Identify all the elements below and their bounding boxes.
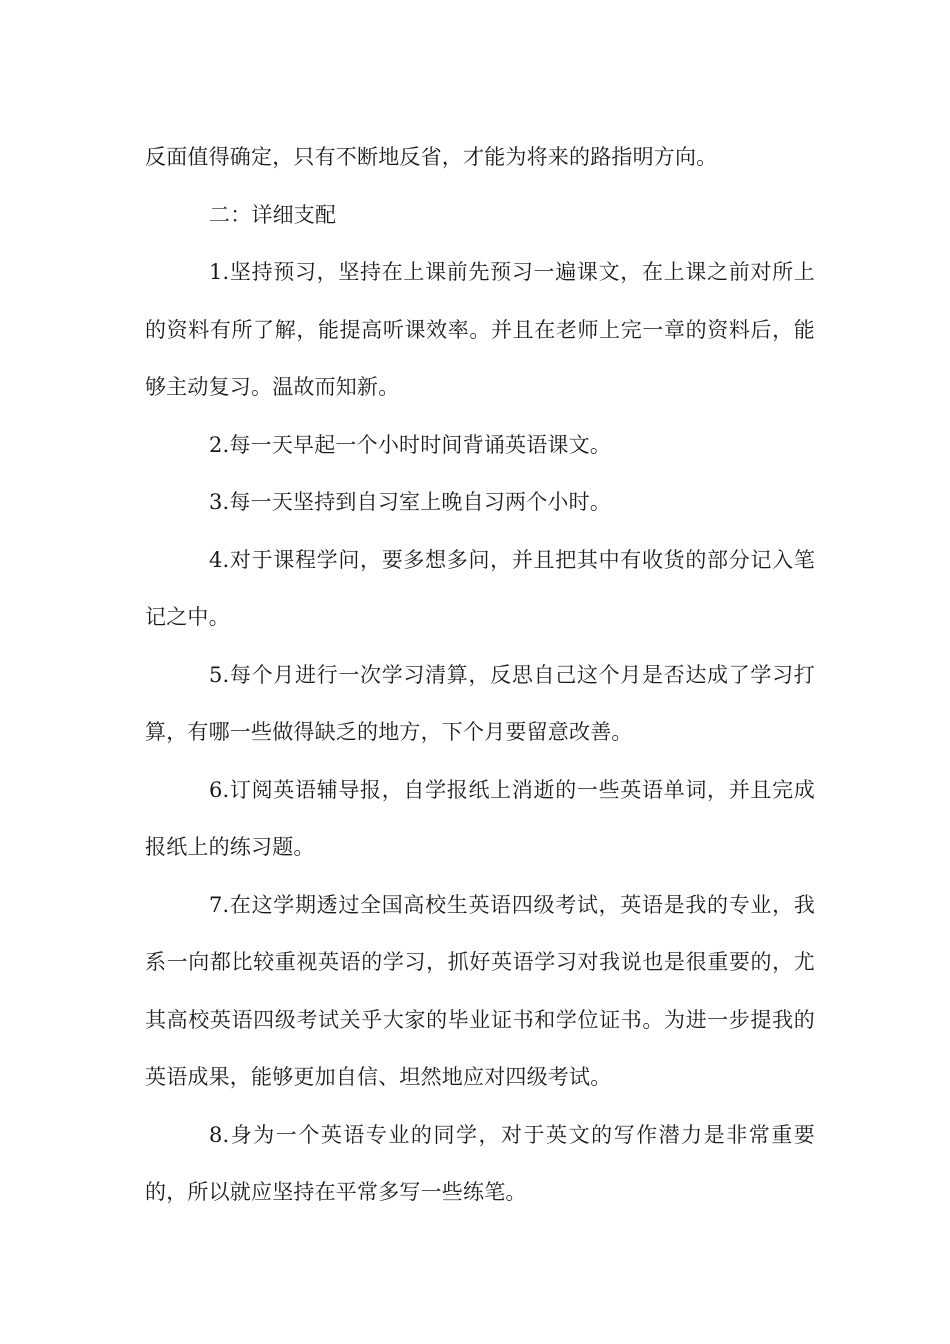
list-item-7: 7.在这学期透过全国高校生英语四级考试，英语是我的专业，我系一向都比较重视英语的学习，抓好英语学习对我说也是很重要的，尤其高校英语四级考试关乎大家的毕业证书和学位证书。为进一步提我的英语成果，能够更加自信、坦然地应对四级考试。 — [145, 892, 815, 1089]
list-item-2: 2.每一天早起一个小时时间背诵英语课文。 — [209, 432, 612, 457]
list-item-1: 1.坚持预习，坚持在上课前先预习一遍课文，在上课之前对所上的资料有所了解，能提高听课效率。并且在老师上完一章的资料后，能够主动复习。温故而知新。 — [145, 260, 815, 399]
list-item-5: 5.每个月进行一次学习清算，反思自己这个月是否达成了学习打算，有哪一些做得缺乏的地方，下个月要留意改善。 — [145, 662, 815, 744]
list-item-6: 6.订阅英语辅导报，自学报纸上消逝的一些英语单词，并且完成报纸上的练习题。 — [145, 777, 815, 859]
section-heading: 二：详细支配 — [209, 202, 337, 227]
list-item-3: 3.每一天坚持到自习室上晚自习两个小时。 — [209, 490, 612, 514]
paragraph-continuation: 反面值得确定，只有不断地反省，才能为将来的路指明方向。 — [145, 145, 718, 169]
list-item-8: 8.身为一个英语专业的同学，对于英文的写作潜力是非常重要的，所以就应坚持在平常多写一些练笔。 — [145, 1122, 815, 1204]
list-item-4: 4.对于课程学问，要多想多问，并且把其中有收货的部分记入笔记之中。 — [145, 547, 815, 629]
document-body — [145, 129, 815, 1222]
